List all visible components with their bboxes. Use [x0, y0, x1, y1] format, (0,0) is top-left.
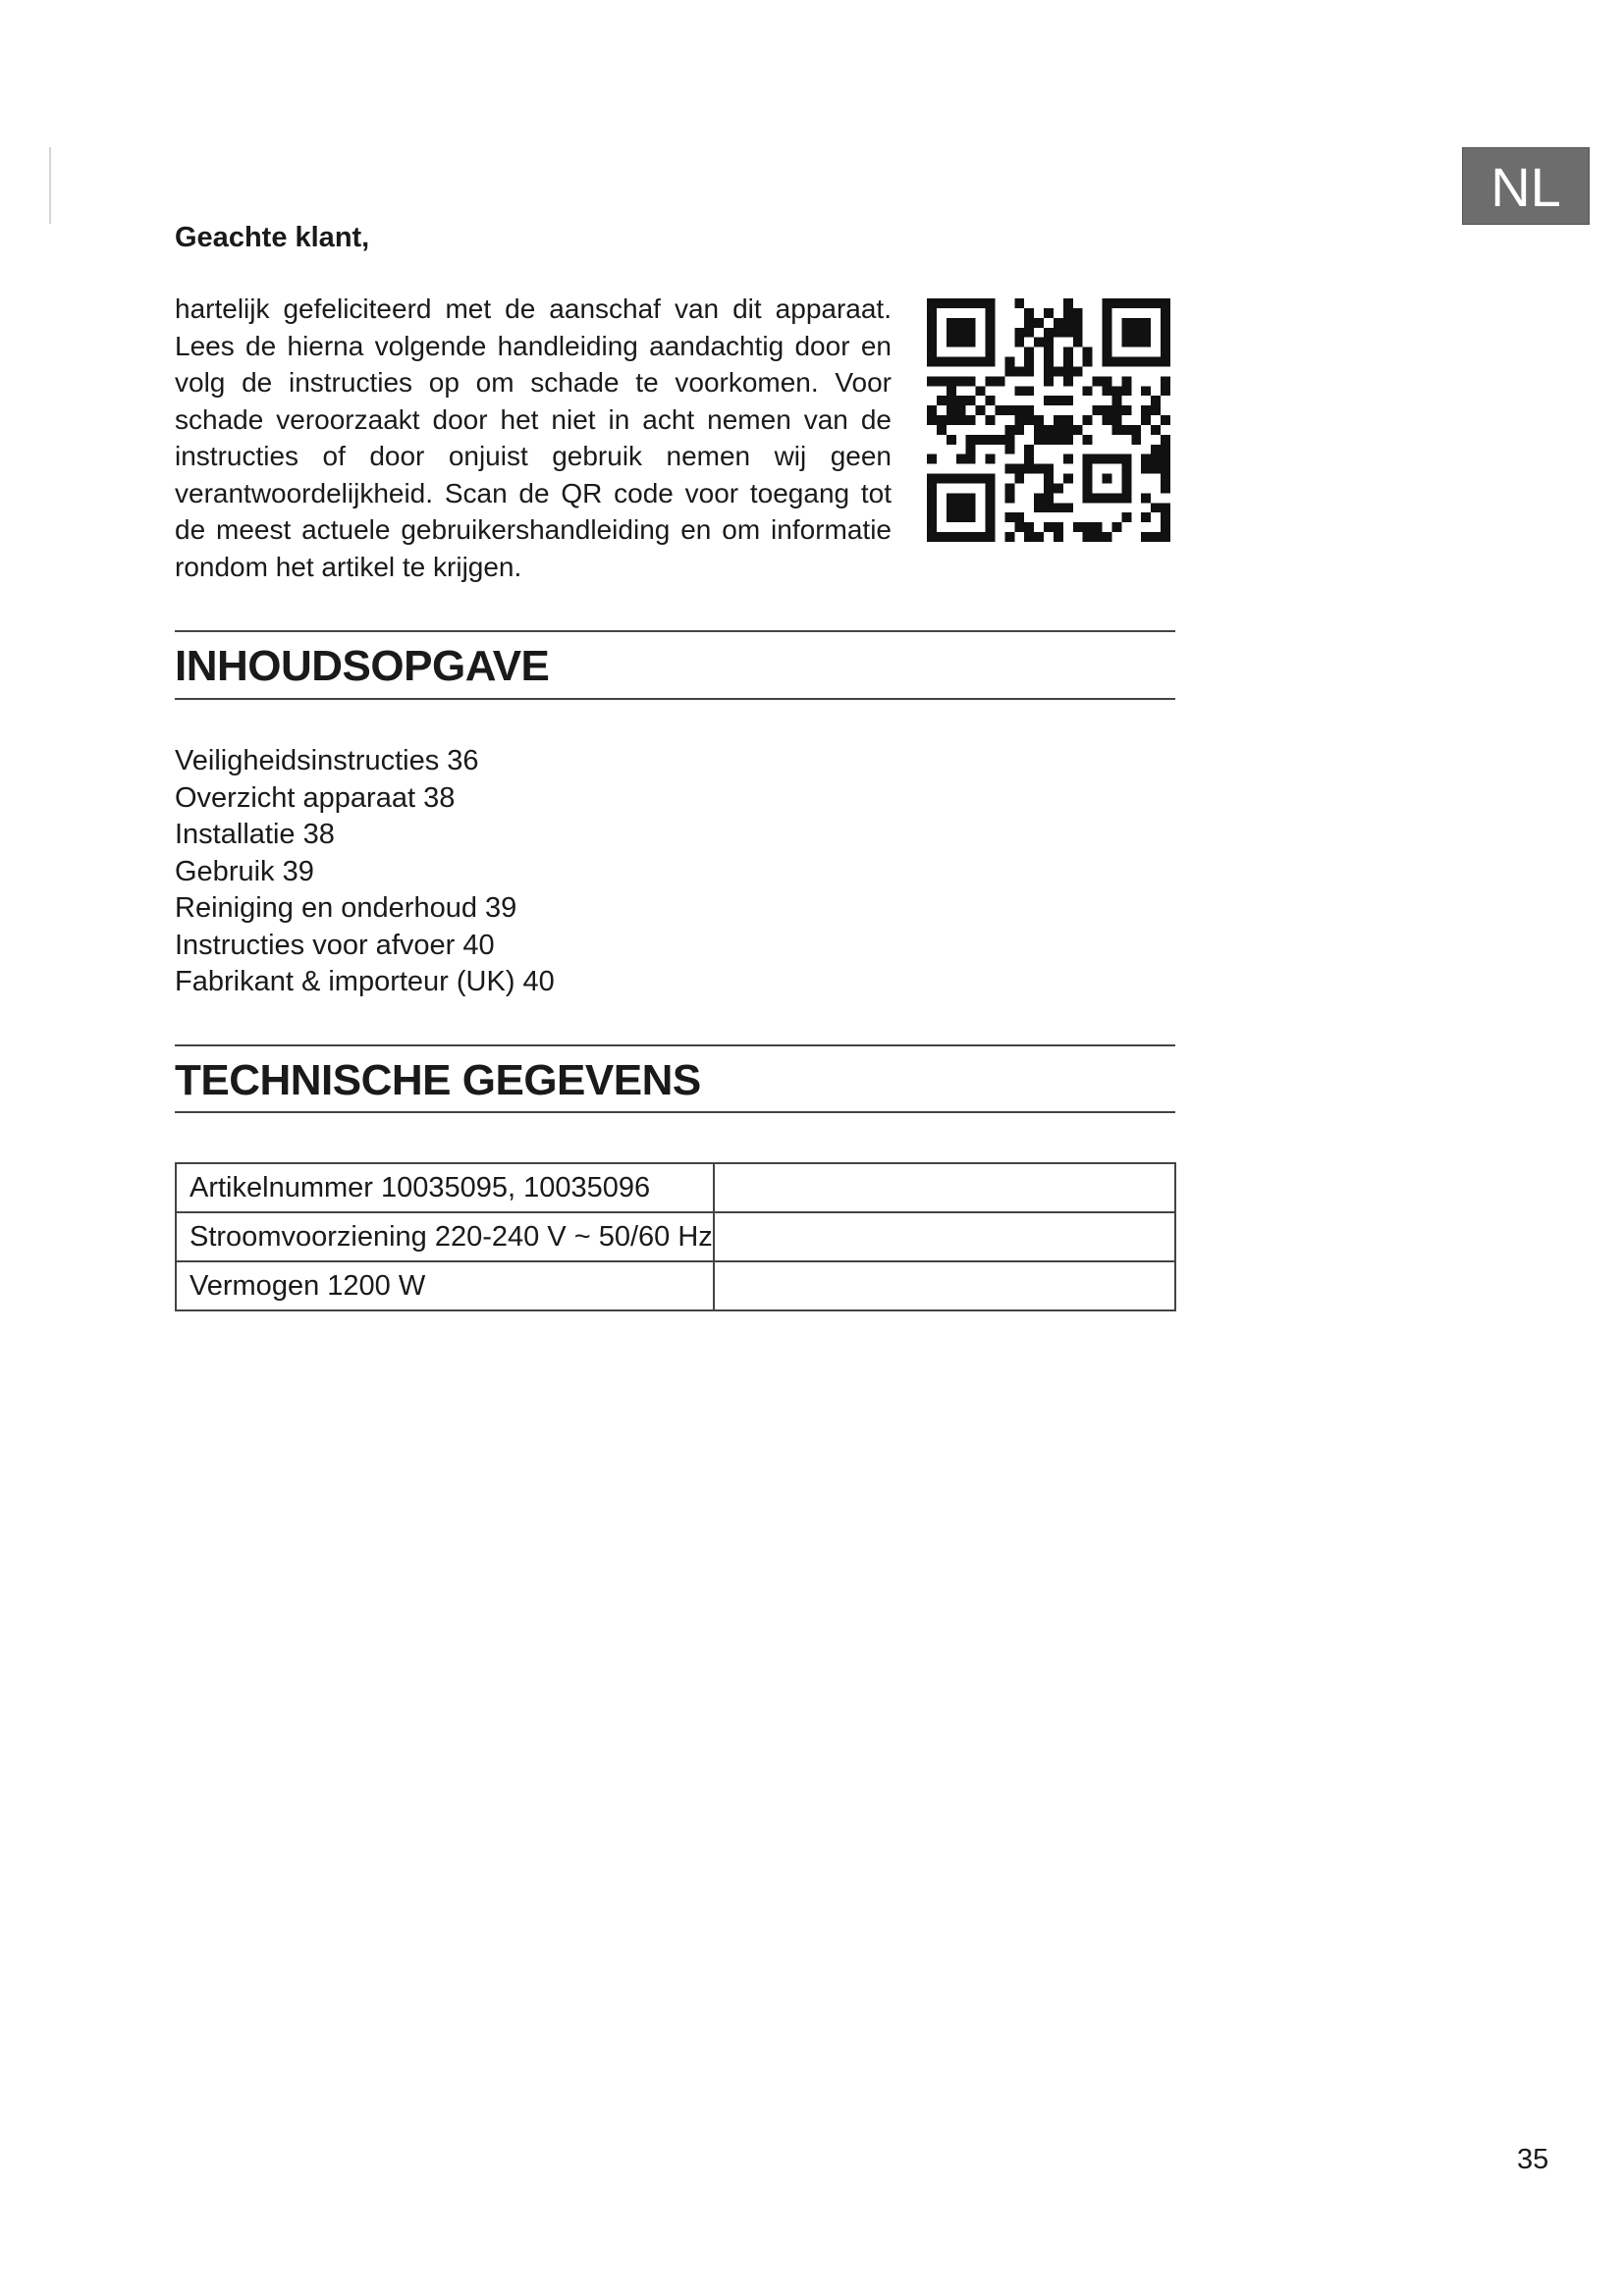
toc-item[interactable]: Installatie 38: [175, 819, 335, 850]
intro-paragraph: hartelijk gefeliciteerd met de aanschaf van dit apparaat. Lees de hierna volgende handleiding aandachtig door en volg de instructies op om schade te voorkomen. Voor schade veroorzaakt door het niet in acht nemen van de instructies of door onjuist gebruik nemen wij geen verantwoordelijkheid. Scan de QR code voor toegang tot de meest actuele gebruikershandleiding en om informatie rondom het artikel te krijgen.: [175, 294, 892, 582]
language-tab: NL: [1462, 147, 1590, 225]
table-of-contents: [175, 743, 555, 1001]
toc-item[interactable]: Instructies voor afvoer 40: [175, 929, 495, 961]
specs-table: [175, 1162, 1176, 1311]
spec-cell: Artikelnummer 10035095, 10035096: [176, 1163, 714, 1212]
greeting: Geachte klant,: [175, 222, 370, 253]
toc-item[interactable]: Veiligheidsinstructies 36: [175, 745, 479, 776]
section-rule-bottom: [175, 1111, 1175, 1113]
table-row: [176, 1163, 1175, 1212]
section-rule-top: [175, 630, 1175, 632]
section-rule-bottom: [175, 698, 1175, 700]
margin-bar: [49, 147, 51, 224]
spec-cell: Stroomvoorziening 220-240 V ~ 50/60 Hz: [176, 1212, 714, 1261]
page-number: 35: [1517, 2144, 1549, 2175]
qr-code-icon: [927, 298, 1170, 542]
toc-item[interactable]: Reiniging en onderhoud 39: [175, 892, 517, 924]
toc-item[interactable]: Overzicht apparaat 38: [175, 781, 456, 814]
specs-title: TECHNISCHE GEGEVENS: [175, 1056, 701, 1104]
spec-cell: Vermogen 1200 W: [176, 1261, 714, 1310]
spec-cell-empty: [714, 1261, 1175, 1310]
toc-item[interactable]: Fabrikant & importeur (UK) 40: [175, 966, 555, 997]
table-row: [176, 1261, 1175, 1310]
toc-title: INHOUDSOPGAVE: [175, 642, 550, 690]
toc-item[interactable]: Gebruik 39: [175, 855, 314, 887]
table-row: [176, 1212, 1175, 1261]
spec-cell-empty: [714, 1163, 1175, 1212]
spec-cell-empty: [714, 1212, 1175, 1261]
section-rule-top: [175, 1044, 1175, 1046]
